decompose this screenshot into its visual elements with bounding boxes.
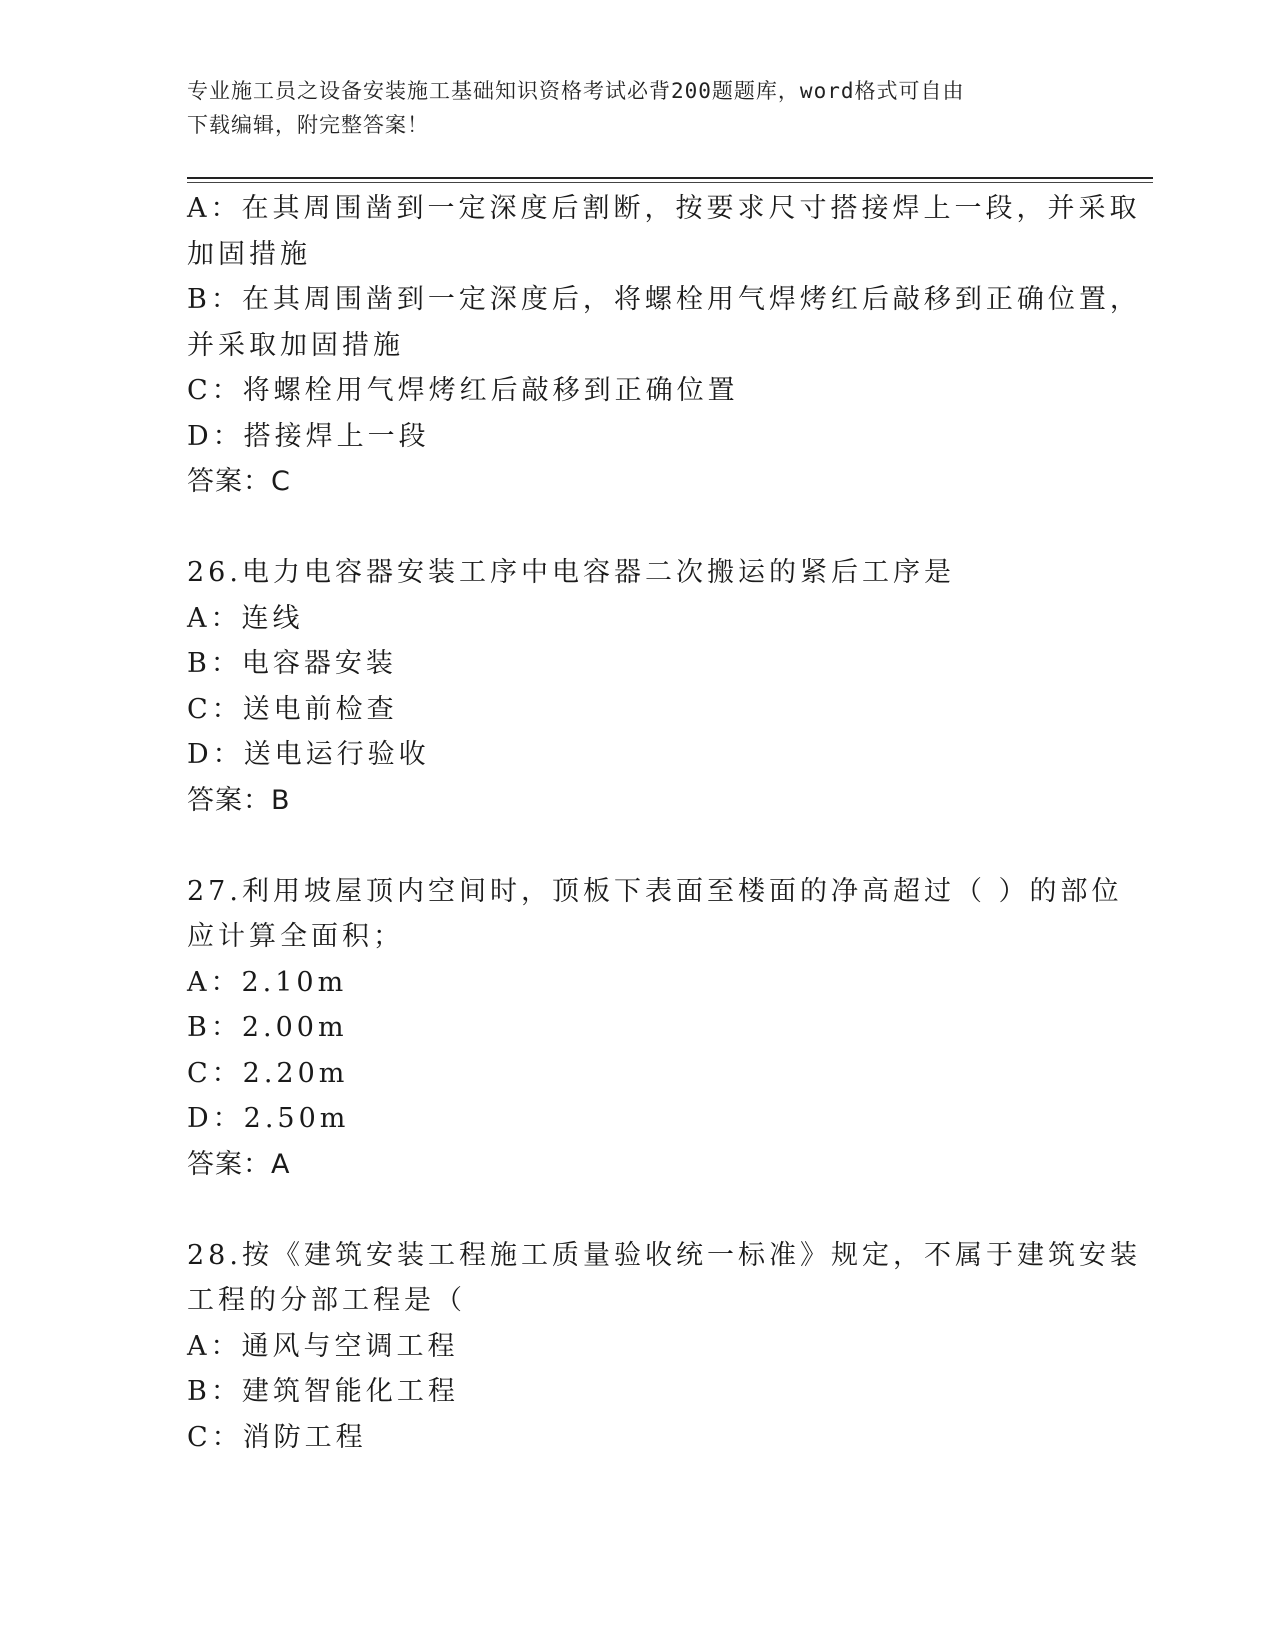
option-c: C：2.20m: [187, 1057, 349, 1089]
question-27: [187, 869, 1123, 1188]
option-b: B：建筑智能化工程: [187, 1376, 459, 1407]
header-line-2: 下载编辑，附完整答案！: [187, 113, 429, 137]
option-a: A：通风与空调工程: [187, 1330, 459, 1362]
header-rule-thick: [187, 177, 1153, 179]
question-text-line-1: 28.按《建筑安装工程施工质量验收统一标准》规定，不属于建筑安装: [187, 1239, 1141, 1271]
option-d: D：搭接焊上一段: [187, 420, 430, 452]
question-26: [187, 550, 1087, 823]
question-text: 26.电力电容器安装工序中电容器二次搬运的紧后工序是: [187, 557, 955, 588]
option-a-line-2: 加固措施: [187, 238, 311, 270]
question-25-options: [187, 186, 1141, 505]
option-d: D：2.50m: [187, 1103, 350, 1134]
option-a-line-1: A：在其周围凿到一定深度后割断，按要求尺寸搭接焊上一段，并采取: [187, 193, 1141, 224]
document-header: [187, 74, 1087, 142]
option-a: A：2.10m: [187, 966, 348, 998]
option-c: C：将螺栓用气焊烤红后敲移到正确位置: [187, 375, 739, 406]
answer-line: 答案：B: [187, 784, 291, 816]
question-list: [187, 186, 1141, 1460]
option-b: B：电容器安装: [187, 648, 397, 679]
spacer: [187, 823, 1087, 869]
option-a: A：连线: [187, 602, 304, 634]
header-line-1: 专业施工员之设备安装施工基础知识资格考试必背200题题库，word格式可自由: [187, 79, 965, 103]
answer-line: 答案：C: [187, 466, 291, 497]
question-text-line-2: 应计算全面积；: [187, 921, 404, 952]
option-b-line-2: 并采取加固措施: [187, 329, 404, 361]
answer-line: 答案：A: [187, 1148, 291, 1180]
header-rule-thin: [187, 182, 1153, 183]
option-b-line-1: B：在其周围凿到一定深度后，将螺栓用气焊烤红后敲移到正确位置，: [187, 284, 1141, 315]
option-d: D：送电运行验收: [187, 739, 430, 770]
spacer: [187, 505, 1087, 551]
question-28: [187, 1233, 1141, 1461]
question-text-line-1: 27.利用坡屋顶内空间时，顶板下表面至楼面的净高超过（ ）的部位: [187, 875, 1123, 907]
option-c: C：送电前检查: [187, 693, 398, 725]
spacer: [187, 1187, 1087, 1233]
option-b: B：2.00m: [187, 1012, 348, 1043]
option-c: C：消防工程: [187, 1421, 367, 1453]
question-text-line-2: 工程的分部工程是（: [187, 1285, 466, 1316]
